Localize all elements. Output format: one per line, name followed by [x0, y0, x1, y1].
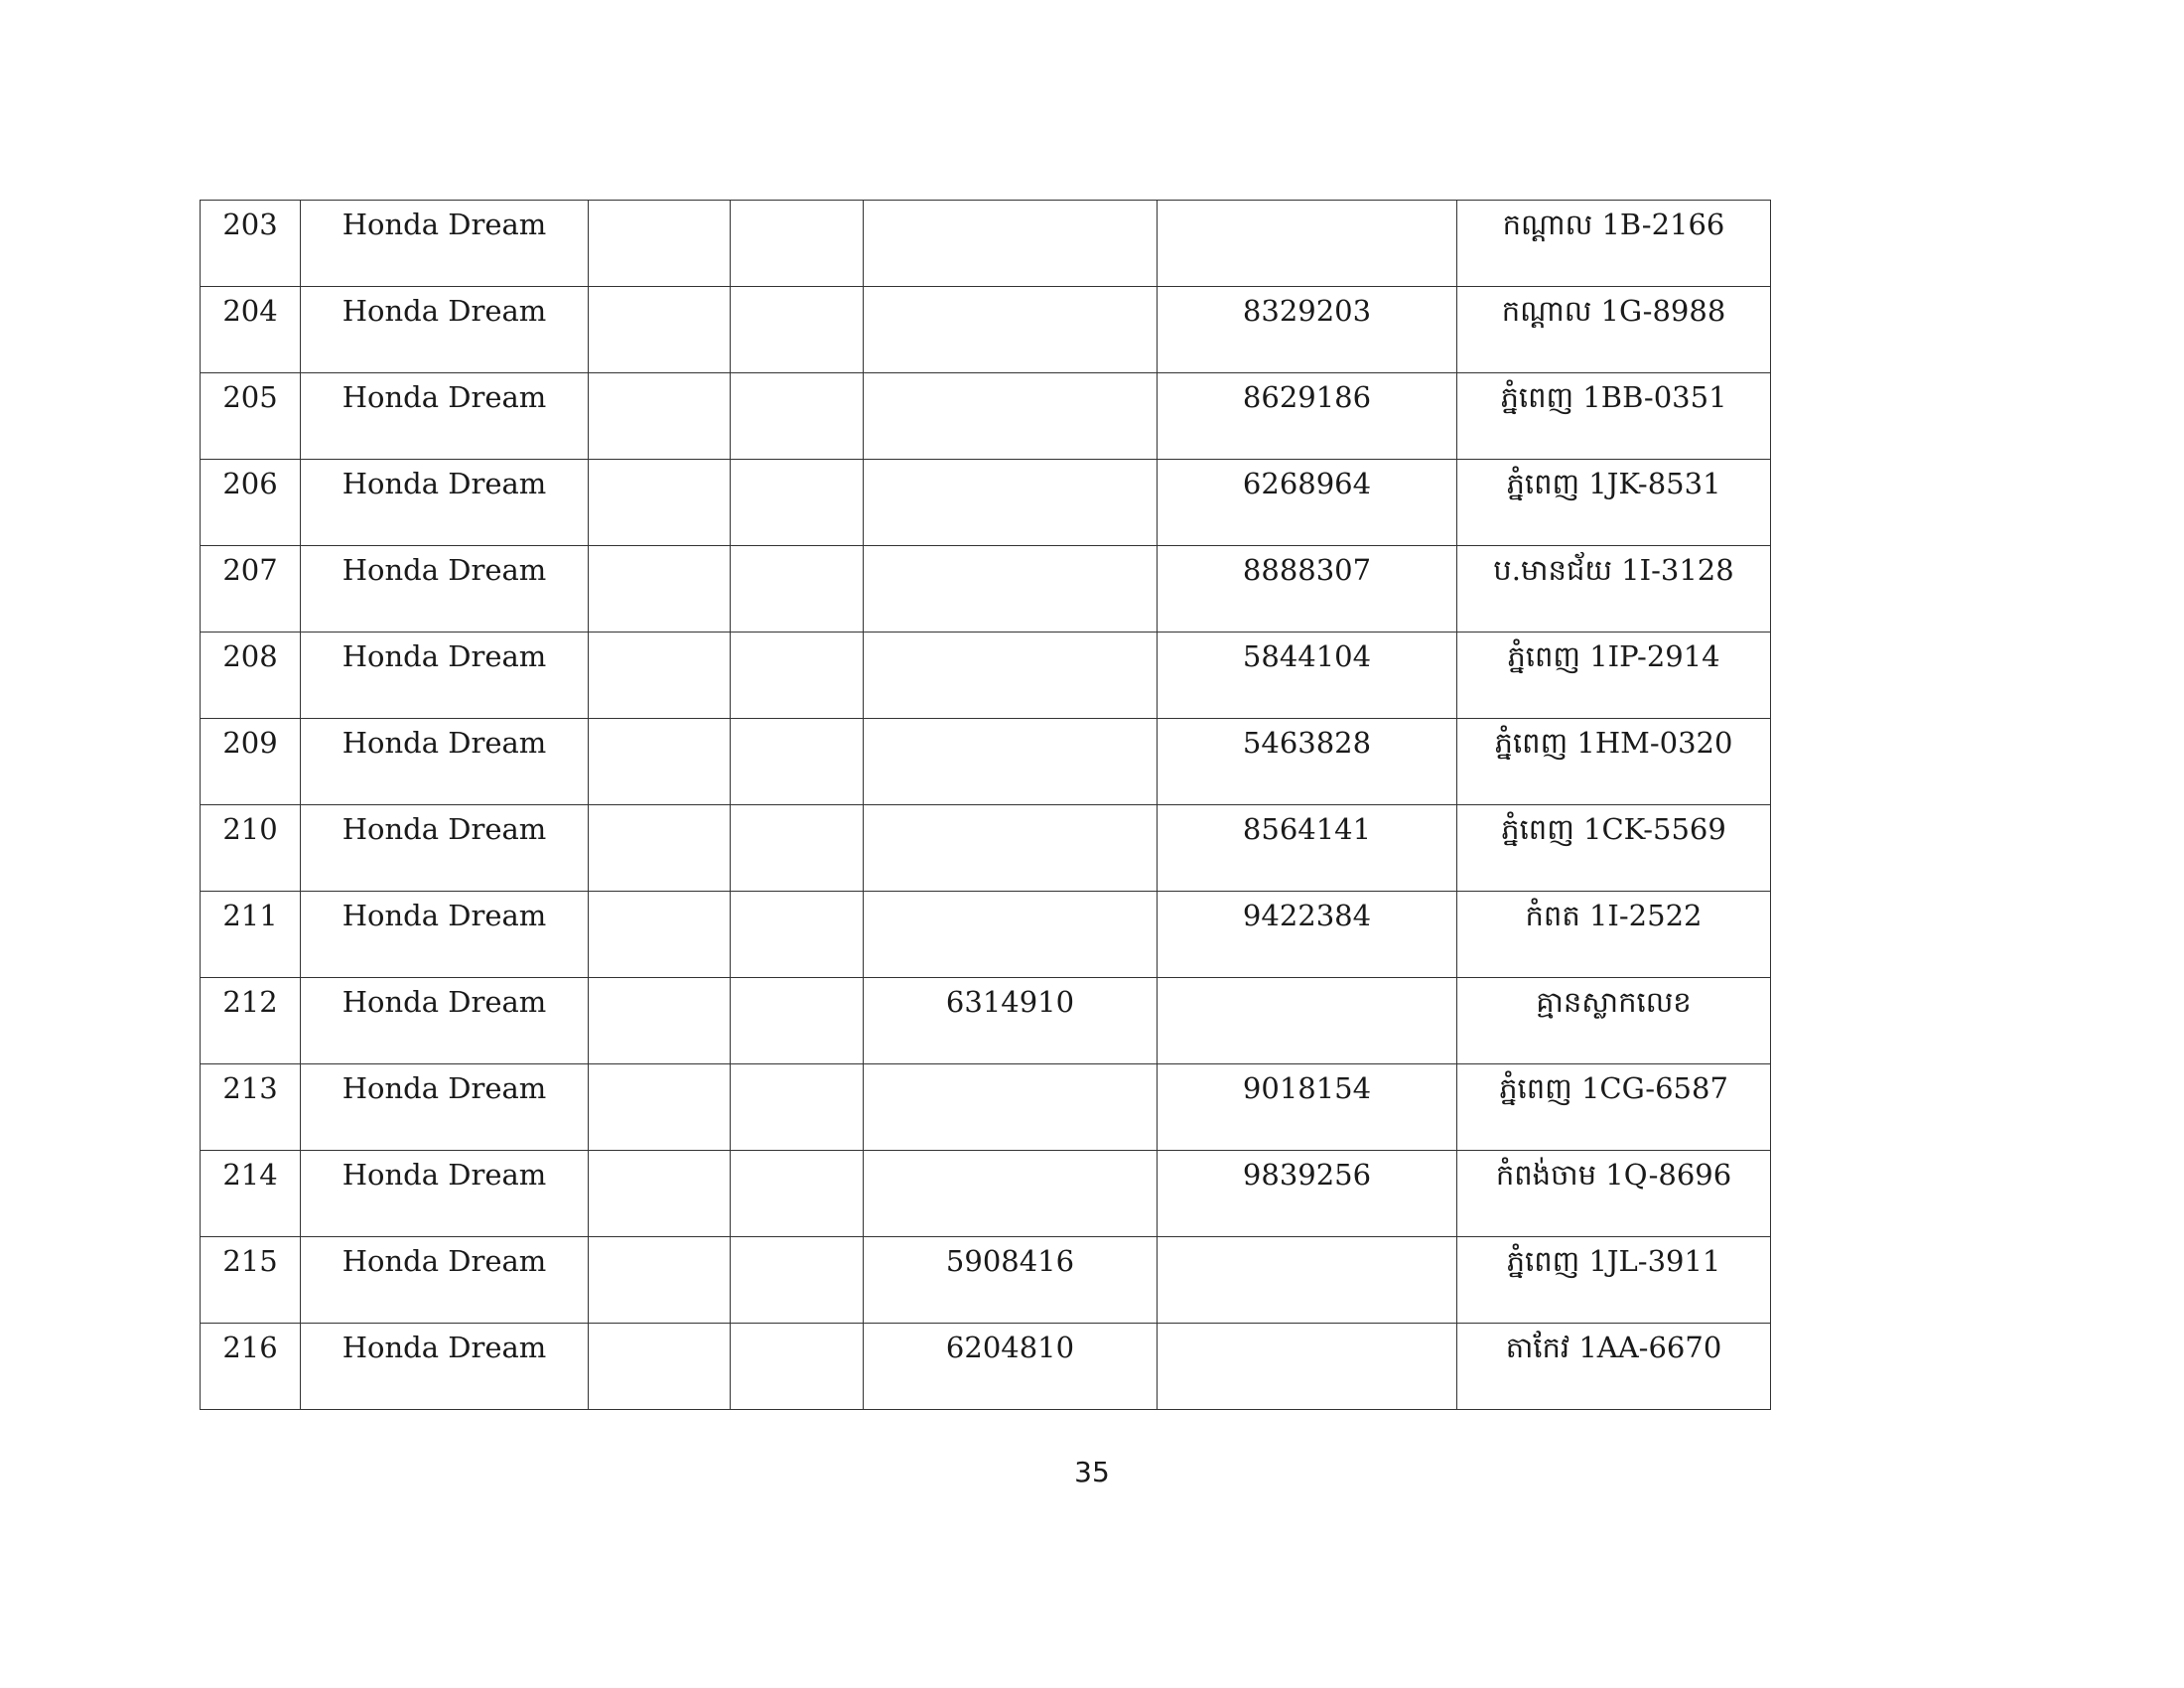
column-3-cell [589, 373, 731, 460]
column-3-cell-text [589, 719, 730, 729]
row-number-cell [201, 201, 301, 287]
column-6-cell [1158, 460, 1457, 546]
column-3-cell [589, 1324, 731, 1410]
column-6-cell [1158, 546, 1457, 633]
column-6-cell-text [1158, 978, 1456, 988]
row-number-cell [201, 978, 301, 1064]
column-3-cell-text [589, 1151, 730, 1161]
row-number-cell-text: 206 [222, 467, 278, 500]
model-cell [301, 287, 589, 373]
column-5-cell-text [864, 719, 1157, 729]
table-row [201, 1151, 1771, 1237]
model-cell-text: Honda Dream [341, 639, 547, 673]
column-3-cell [589, 805, 731, 892]
row-number-cell [201, 1324, 301, 1410]
plate-cell-text: កណ្ដាល 1B-2166 [1502, 208, 1725, 241]
table-row [201, 373, 1771, 460]
column-5-cell-text [864, 805, 1157, 815]
plate-cell [1457, 201, 1771, 287]
column-5-cell [864, 892, 1158, 978]
row-number-cell-text: 211 [222, 899, 278, 932]
column-5-cell-text [864, 1151, 1157, 1161]
model-cell-text: Honda Dream [341, 812, 547, 846]
column-5-cell-text [864, 373, 1157, 383]
model-cell [301, 719, 589, 805]
model-cell [301, 1237, 589, 1324]
row-number-cell-text: 216 [222, 1331, 278, 1364]
table-row [201, 546, 1771, 633]
column-6-cell-text: 9018154 [1242, 1071, 1372, 1105]
column-4-cell-text [731, 546, 863, 556]
plate-cell [1457, 978, 1771, 1064]
column-4-cell [731, 719, 864, 805]
column-5-cell-text: 6314910 [945, 985, 1075, 1019]
plate-cell-text: តាកែវ 1AA-6670 [1505, 1331, 1722, 1364]
model-cell [301, 1151, 589, 1237]
model-cell [301, 546, 589, 633]
column-6-cell [1158, 201, 1457, 287]
column-3-cell-text [589, 287, 730, 297]
column-6-cell [1158, 633, 1457, 719]
column-4-cell-text [731, 633, 863, 642]
model-cell-text: Honda Dream [341, 1244, 547, 1278]
plate-cell-text: កំពត 1I-2522 [1525, 899, 1703, 932]
column-3-cell-text [589, 633, 730, 642]
column-5-cell [864, 1151, 1158, 1237]
column-5-cell [864, 1237, 1158, 1324]
model-cell [301, 1064, 589, 1151]
column-4-cell [731, 1151, 864, 1237]
column-5-cell [864, 201, 1158, 287]
model-cell [301, 805, 589, 892]
column-5-cell-text [864, 892, 1157, 902]
column-3-cell [589, 460, 731, 546]
column-4-cell [731, 633, 864, 719]
row-number-cell [201, 1151, 301, 1237]
row-number-cell [201, 546, 301, 633]
row-number-cell-text: 215 [222, 1244, 278, 1278]
plate-cell-text: ភ្នំពេញ 1IP-2914 [1507, 639, 1720, 673]
row-number-cell [201, 460, 301, 546]
column-6-cell-text: 6268964 [1242, 467, 1372, 500]
row-number-cell-text: 210 [222, 812, 278, 846]
row-number-cell [201, 719, 301, 805]
row-number-cell [201, 892, 301, 978]
column-3-cell-text [589, 1237, 730, 1247]
model-cell-text: Honda Dream [341, 985, 547, 1019]
column-6-cell-text: 8629186 [1242, 380, 1372, 414]
column-4-cell-text [731, 373, 863, 383]
plate-cell-text: ភ្នំពេញ 1JL-3911 [1506, 1244, 1721, 1278]
column-4-cell-text [731, 1324, 863, 1334]
model-cell-text: Honda Dream [341, 1071, 547, 1105]
column-4-cell-text [731, 201, 863, 211]
column-4-cell-text [731, 805, 863, 815]
row-number-cell [201, 633, 301, 719]
plate-cell-text: ភ្នំពេញ 1HM-0320 [1494, 726, 1733, 760]
column-5-cell-text: 6204810 [945, 1331, 1075, 1364]
column-4-cell-text [731, 460, 863, 470]
column-5-cell-text [864, 1064, 1157, 1074]
column-4-cell [731, 1324, 864, 1410]
column-5-cell [864, 1324, 1158, 1410]
column-4-cell-text [731, 1151, 863, 1161]
row-number-cell [201, 1237, 301, 1324]
column-4-cell [731, 892, 864, 978]
table-row [201, 201, 1771, 287]
table-row [201, 978, 1771, 1064]
column-6-cell-text: 8564141 [1242, 812, 1372, 846]
row-number-cell-text: 212 [222, 985, 278, 1019]
row-number-cell-text: 207 [222, 553, 278, 587]
plate-cell [1457, 373, 1771, 460]
column-5-cell [864, 287, 1158, 373]
column-5-cell-text [864, 287, 1157, 297]
plate-cell [1457, 1237, 1771, 1324]
model-cell [301, 633, 589, 719]
model-cell-text: Honda Dream [341, 467, 547, 500]
column-5-cell [864, 633, 1158, 719]
column-5-cell [864, 1064, 1158, 1151]
row-number-cell-text: 209 [222, 726, 278, 760]
model-cell [301, 978, 589, 1064]
column-3-cell-text [589, 373, 730, 383]
column-3-cell-text [589, 201, 730, 211]
column-4-cell [731, 978, 864, 1064]
plate-cell [1457, 633, 1771, 719]
column-6-cell [1158, 719, 1457, 805]
column-6-cell [1158, 287, 1457, 373]
column-5-cell-text: 5908416 [945, 1244, 1075, 1278]
column-5-cell-text [864, 201, 1157, 211]
column-5-cell-text [864, 546, 1157, 556]
table-row [201, 719, 1771, 805]
column-3-cell-text [589, 805, 730, 815]
row-number-cell-text: 205 [222, 380, 278, 414]
plate-cell [1457, 287, 1771, 373]
plate-cell-text: គ្មានស្លាកលេខ [1536, 985, 1692, 1019]
column-3-cell [589, 892, 731, 978]
column-4-cell-text [731, 1237, 863, 1247]
page-number: 35 [1074, 1456, 1110, 1488]
column-5-cell-text [864, 633, 1157, 642]
column-6-cell-text [1158, 201, 1456, 211]
records-table [200, 200, 1771, 1410]
column-6-cell [1158, 1151, 1457, 1237]
plate-cell-text: ភ្នំពេញ 1JK-8531 [1506, 467, 1721, 500]
plate-cell [1457, 1151, 1771, 1237]
model-cell-text: Honda Dream [341, 1158, 547, 1192]
column-4-cell-text [731, 287, 863, 297]
column-3-cell [589, 1064, 731, 1151]
column-3-cell [589, 546, 731, 633]
column-6-cell-text: 5844104 [1242, 639, 1372, 673]
row-number-cell-text: 204 [222, 294, 278, 328]
column-3-cell-text [589, 546, 730, 556]
column-4-cell [731, 1237, 864, 1324]
column-3-cell [589, 719, 731, 805]
plate-cell [1457, 1064, 1771, 1151]
column-6-cell-text: 8329203 [1242, 294, 1372, 328]
column-3-cell-text [589, 460, 730, 470]
plate-cell [1457, 546, 1771, 633]
column-3-cell [589, 633, 731, 719]
model-cell [301, 460, 589, 546]
model-cell [301, 1324, 589, 1410]
model-cell-text: Honda Dream [341, 553, 547, 587]
model-cell-text: Honda Dream [341, 726, 547, 760]
row-number-cell [201, 805, 301, 892]
plate-cell-text: កំពង់ចាម 1Q-8696 [1495, 1158, 1732, 1192]
plate-cell-text: ភ្នំពេញ 1BB-0351 [1500, 380, 1727, 414]
table-row [201, 805, 1771, 892]
column-4-cell [731, 373, 864, 460]
row-number-cell-text: 208 [222, 639, 278, 673]
plate-cell-text: ភ្នំពេញ 1CG-6587 [1499, 1071, 1728, 1105]
column-3-cell-text [589, 1324, 730, 1334]
column-5-cell [864, 460, 1158, 546]
column-4-cell [731, 287, 864, 373]
plate-cell-text: ប.មានជ័យ 1I-3128 [1493, 553, 1734, 587]
column-3-cell [589, 978, 731, 1064]
column-4-cell [731, 805, 864, 892]
column-4-cell [731, 1064, 864, 1151]
column-6-cell [1158, 892, 1457, 978]
table-row [201, 892, 1771, 978]
column-5-cell [864, 373, 1158, 460]
plate-cell-text: ភ្នំពេញ 1CK-5569 [1501, 812, 1726, 846]
row-number-cell [201, 287, 301, 373]
row-number-cell-text: 203 [222, 208, 278, 241]
plate-cell [1457, 892, 1771, 978]
column-5-cell-text [864, 460, 1157, 470]
column-6-cell-text: 5463828 [1242, 726, 1372, 760]
table-row [201, 287, 1771, 373]
column-6-cell-text [1158, 1324, 1456, 1334]
column-6-cell [1158, 373, 1457, 460]
model-cell [301, 201, 589, 287]
model-cell [301, 373, 589, 460]
row-number-cell-text: 213 [222, 1071, 278, 1105]
plate-cell [1457, 1324, 1771, 1410]
column-5-cell [864, 805, 1158, 892]
column-6-cell [1158, 1324, 1457, 1410]
model-cell [301, 892, 589, 978]
plate-cell [1457, 805, 1771, 892]
column-6-cell [1158, 805, 1457, 892]
column-4-cell-text [731, 719, 863, 729]
plate-cell [1457, 460, 1771, 546]
table-row [201, 460, 1771, 546]
column-4-cell-text [731, 978, 863, 988]
column-5-cell [864, 719, 1158, 805]
column-3-cell [589, 1237, 731, 1324]
model-cell-text: Honda Dream [341, 1331, 547, 1364]
column-4-cell [731, 201, 864, 287]
model-cell-text: Honda Dream [341, 380, 547, 414]
table-row [201, 1064, 1771, 1151]
row-number-cell [201, 1064, 301, 1151]
records-table-body [201, 201, 1771, 1410]
column-3-cell-text [589, 978, 730, 988]
column-3-cell-text [589, 892, 730, 902]
column-6-cell [1158, 978, 1457, 1064]
column-3-cell-text [589, 1064, 730, 1074]
plate-cell-text: កណ្ដាល 1G-8988 [1501, 294, 1726, 328]
model-cell-text: Honda Dream [341, 208, 547, 241]
column-5-cell [864, 546, 1158, 633]
column-6-cell [1158, 1237, 1457, 1324]
plate-cell [1457, 719, 1771, 805]
column-6-cell-text: 9839256 [1242, 1158, 1372, 1192]
column-6-cell-text: 9422384 [1242, 899, 1372, 932]
column-6-cell [1158, 1064, 1457, 1151]
column-4-cell [731, 546, 864, 633]
model-cell-text: Honda Dream [341, 899, 547, 932]
column-3-cell [589, 201, 731, 287]
model-cell-text: Honda Dream [341, 294, 547, 328]
row-number-cell-text: 214 [222, 1158, 278, 1192]
column-6-cell-text [1158, 1237, 1456, 1247]
column-4-cell-text [731, 1064, 863, 1074]
column-3-cell [589, 287, 731, 373]
row-number-cell [201, 373, 301, 460]
column-5-cell [864, 978, 1158, 1064]
table-row [201, 1237, 1771, 1324]
column-4-cell [731, 460, 864, 546]
table-row [201, 633, 1771, 719]
table-row [201, 1324, 1771, 1410]
column-3-cell [589, 1151, 731, 1237]
column-4-cell-text [731, 892, 863, 902]
column-6-cell-text: 8888307 [1242, 553, 1372, 587]
